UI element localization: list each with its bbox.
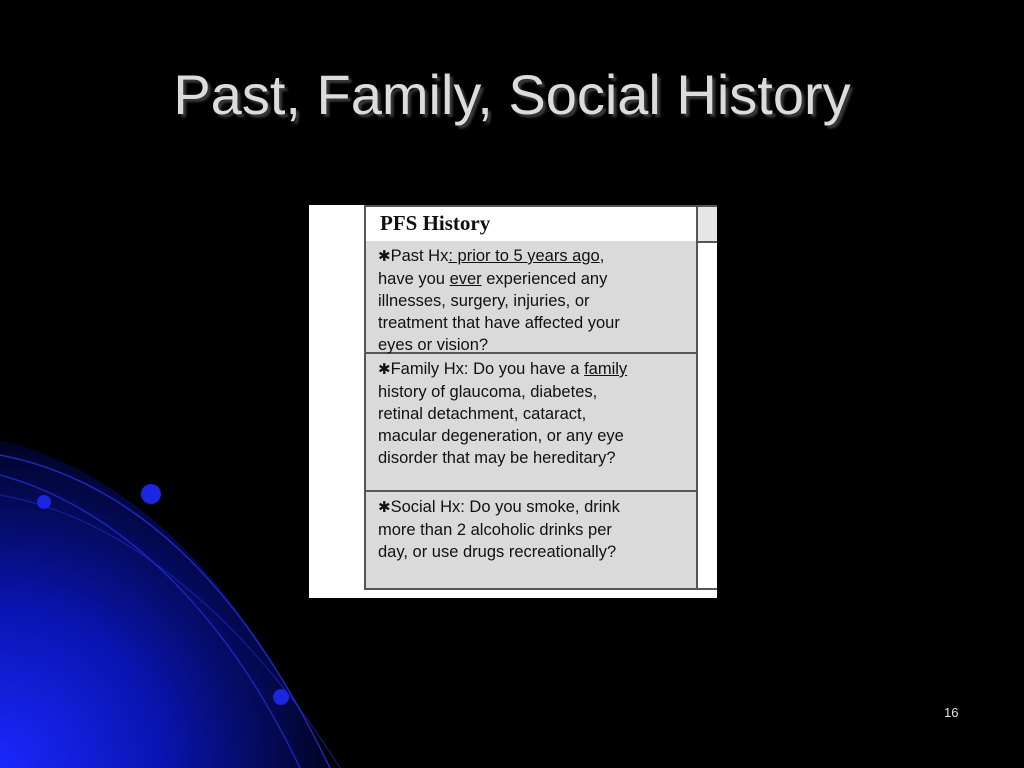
pfs-history-table [364,205,717,590]
table-row-social-history [366,492,696,588]
pfs-history-form-image [309,205,717,598]
table-right-column [696,205,717,588]
row-text: ✱Social Hx: Do you smoke, drink more than 2 alcoholic drinks per day, or use drugs recreationally? [378,498,620,561]
slide-title: Past, Family, Social History [173,63,851,126]
asterisk-bullet-icon: ✱ [378,499,391,516]
asterisk-bullet-icon: ✱ [378,361,391,378]
right-column-header [698,205,717,243]
page-number: 16 [944,705,959,720]
table-header [366,205,698,243]
decor-dot [273,689,289,705]
table-header-title: PFS History [380,211,491,235]
decor-dot [141,484,161,504]
row-text: ✱Past Hx: prior to 5 years ago, have you ever experienced any illnesses, surgery, injuries, or treatment that have affected your eyes or vision? [378,247,620,354]
table-row-past-history [366,241,696,354]
asterisk-bullet-icon: ✱ [378,248,391,265]
table-row-family-history [366,354,696,492]
row-text: ✱Family Hx: Do you have a family history of glaucoma, diabetes, retinal detachment, cataract, macular degeneration, or any eye disorder that may be hereditary? [378,360,628,467]
decor-dot [37,495,51,509]
